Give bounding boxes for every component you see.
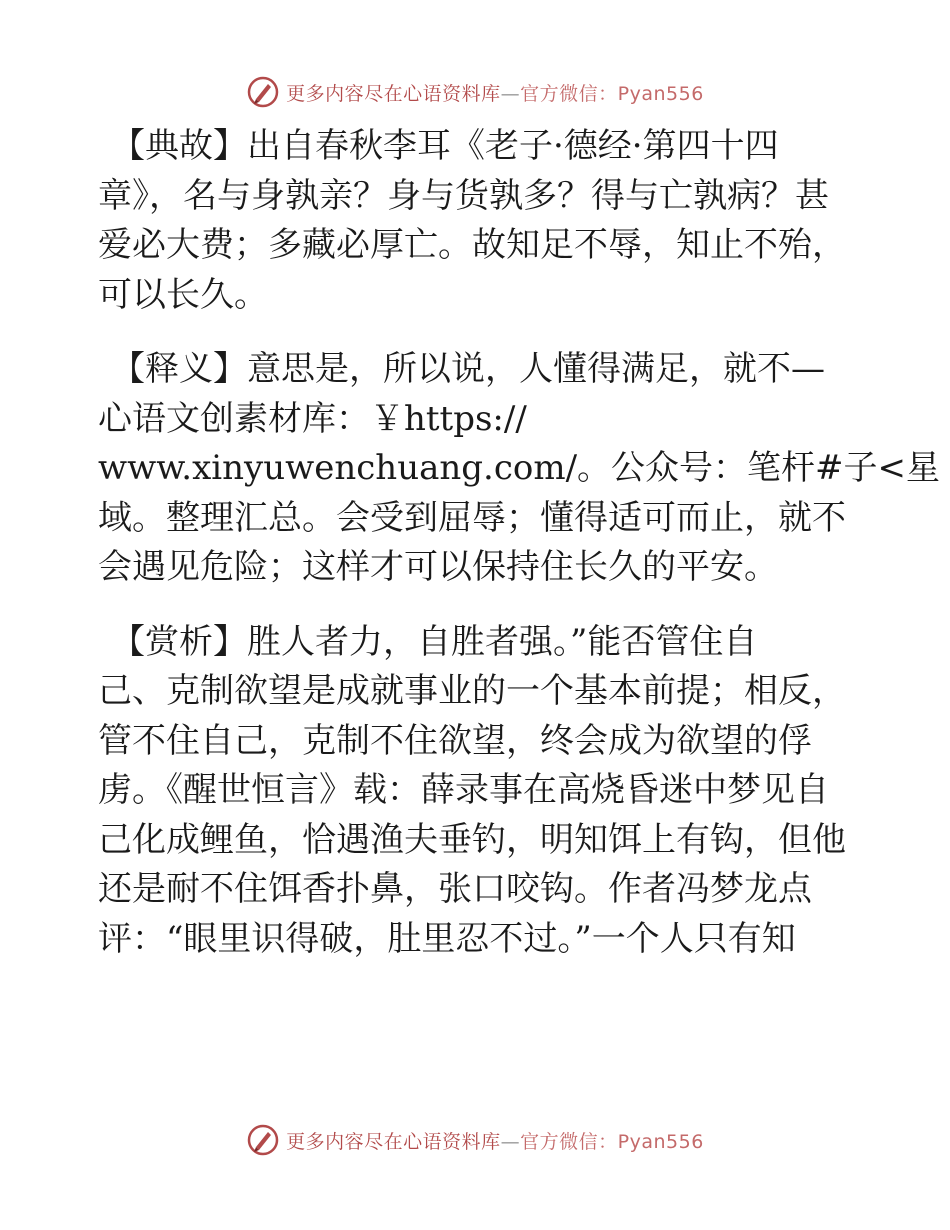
text-line: 己、克制欲望是成就事业的一个基本前提；相反， bbox=[98, 671, 846, 711]
text-line: 【典故】出自春秋李耳《老子·德经·第四十四 bbox=[111, 126, 779, 166]
text-line: 虏。《醒世恒言》载：薛录事在高烧昏迷中梦见自 bbox=[98, 770, 829, 810]
text-line: 域。整理汇总。会受到屈辱；懂得适可而止，就不 bbox=[98, 497, 846, 538]
text-line: 评：“眼里识得破，肚里忍不过。”一个人只有知 bbox=[98, 918, 796, 959]
text-line: 【赏析】胜人者力，自胜者强。”能否管住自 bbox=[111, 621, 758, 662]
pen-logo-icon bbox=[246, 1123, 280, 1157]
header-watermark-separator: — bbox=[500, 82, 521, 105]
text-line: 心语文创素材库：￥https:// bbox=[98, 398, 527, 439]
text-line: 爱必大费；多藏必厚亡。故知足不辱，知止不殆， bbox=[98, 225, 846, 265]
document-body bbox=[98, 122, 941, 989]
text-line: www.xinyuwenchuang.com/。公众号：笔杆#子<星 bbox=[98, 448, 941, 488]
header-watermark bbox=[0, 72, 950, 112]
text-line: 可以长久。 bbox=[98, 274, 268, 315]
paragraph-interpretation bbox=[98, 345, 941, 593]
header-watermark-wechat: 官方微信：Pyan556 bbox=[520, 82, 704, 105]
footer-watermark-title: 更多内容尽在心语资料库 bbox=[286, 1130, 501, 1153]
footer-watermark-text bbox=[286, 1127, 704, 1154]
text-line: 己化成鲤鱼，恰遇渔夫垂钓，明知饵上有钩，但他 bbox=[98, 819, 846, 860]
text-line: 会遇见危险；这样才可以保持住长久的平安。 bbox=[98, 547, 778, 587]
text-line: 章》，名与身孰亲？身与货孰多？得与亡孰病？甚 bbox=[98, 175, 829, 216]
footer-watermark bbox=[0, 1120, 950, 1160]
text-line: 管不住自己，克制不住欲望，终会成为欲望的俘 bbox=[98, 720, 812, 761]
header-watermark-text bbox=[286, 79, 704, 106]
paragraph-appreciation bbox=[98, 618, 858, 965]
paragraph-allusion bbox=[98, 122, 858, 320]
footer-watermark-wechat: 官方微信：Pyan556 bbox=[520, 1130, 704, 1153]
header-watermark-title: 更多内容尽在心语资料库 bbox=[286, 82, 501, 105]
pen-logo-icon bbox=[246, 75, 280, 109]
text-line: 还是耐不住饵香扑鼻，张口咬钩。作者冯梦龙点 bbox=[98, 869, 812, 909]
text-line: 【释义】意思是，所以说，人懂得满足，就不— bbox=[111, 349, 825, 389]
footer-watermark-separator: — bbox=[500, 1130, 521, 1153]
